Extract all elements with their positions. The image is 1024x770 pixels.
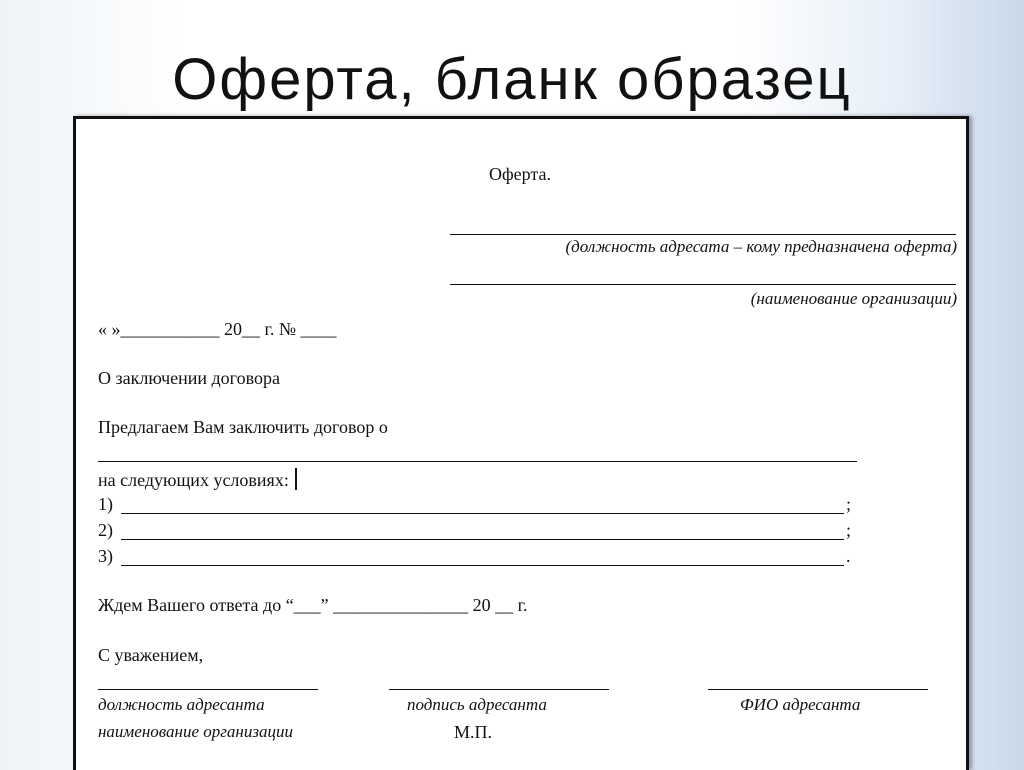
condition-1-line bbox=[121, 513, 844, 514]
condition-2-line bbox=[121, 539, 844, 540]
addressee-position-caption: (должность адресата – кому предназначена оферта) bbox=[565, 237, 957, 256]
subject-line: О заключении договора bbox=[98, 368, 280, 388]
condition-2-end: ; bbox=[846, 520, 852, 540]
contract-subject-line bbox=[98, 461, 857, 462]
condition-3-line bbox=[121, 565, 844, 566]
organization-caption: (наименование организации) bbox=[750, 289, 957, 308]
organization-line bbox=[450, 284, 956, 285]
proposal-text: Предлагаем Вам заключить договор о bbox=[98, 417, 388, 437]
conditions-intro bbox=[98, 468, 297, 491]
text-cursor bbox=[295, 468, 297, 490]
condition-1-end: ; bbox=[846, 494, 852, 514]
condition-2-number: 2) bbox=[98, 520, 113, 540]
regards-line: С уважением, bbox=[98, 645, 204, 665]
condition-1-number: 1) bbox=[98, 494, 113, 514]
slide-title: Оферта, бланк образец bbox=[172, 47, 852, 112]
seal-label: М.П. bbox=[454, 722, 493, 742]
position-label: должность адресанта bbox=[98, 695, 265, 714]
signature-line bbox=[389, 689, 609, 690]
condition-3-end: . bbox=[846, 546, 851, 566]
document-heading: Оферта. bbox=[489, 164, 551, 184]
condition-3-number: 3) bbox=[98, 546, 113, 566]
await-reply-line: Ждем Вашего ответа до “___” _______________ 20 __ г. bbox=[98, 595, 528, 615]
position-signature-line bbox=[98, 689, 318, 690]
offer-form-page bbox=[73, 116, 969, 770]
conditions-intro-text: на следующих условиях: bbox=[98, 470, 289, 490]
full-name-label: ФИО адресанта bbox=[740, 695, 861, 714]
full-name-line bbox=[708, 689, 928, 690]
addressee-position-line bbox=[450, 234, 956, 235]
signature-label: подпись адресанта bbox=[407, 695, 547, 714]
date-number-line: « »___________ 20__ г. № ____ bbox=[98, 319, 337, 339]
organization-label: наименование организации bbox=[98, 722, 293, 741]
